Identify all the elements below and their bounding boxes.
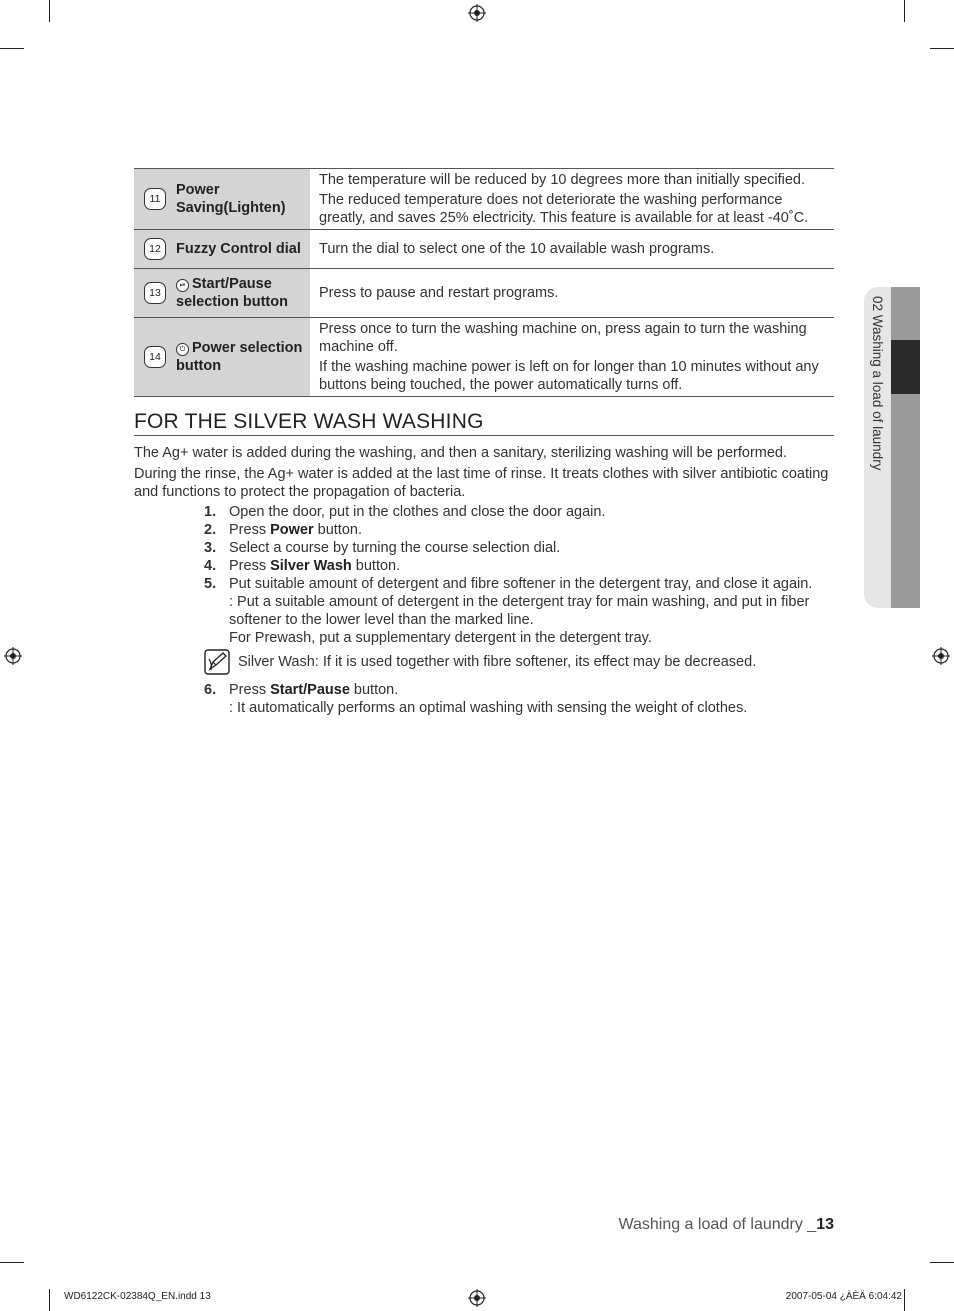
- step-number: 4.: [204, 558, 217, 574]
- note-box: [204, 649, 829, 675]
- step-text: [229, 521, 829, 539]
- step-item: [204, 681, 829, 717]
- description-text: If the washing machine power is left on for longer than 10 minutes without any buttons being touched, the power automatically turns off.: [319, 359, 819, 393]
- item-number-badge: 12: [144, 238, 166, 260]
- table-row: [134, 230, 834, 269]
- chapter-tab-indicator: [891, 340, 920, 394]
- table-row: [134, 269, 834, 318]
- steps-list: [204, 503, 829, 717]
- feature-label-cell: [134, 269, 310, 318]
- note-pencil-icon: [204, 649, 230, 675]
- print-slug-date: 2007-05-04 ¿ÀÈÄ 6:04:42: [785, 1291, 902, 1302]
- crop-mark: [904, 0, 905, 22]
- crop-mark: [930, 48, 954, 49]
- step-number: 1.: [204, 504, 217, 520]
- step-text: Select a course by turning the course selection dial.: [229, 540, 561, 556]
- step-text-part: button.: [351, 558, 401, 574]
- step-number: 6.: [204, 682, 217, 698]
- feature-label-text: Start/Pause selection button: [176, 276, 288, 310]
- step-number: 5.: [204, 576, 217, 592]
- description-text: The reduced temperature does not deteriorate the washing performance greatly, and saves 25% electricity. This feature is available for at least -40˚C.: [319, 192, 809, 226]
- intro-paragraph: During the rinse, the Ag+ water is added at the last time of rinse. It treats clothes with silver antibiotic coating and functions to protect the propagation of bacteria.: [134, 466, 829, 500]
- feature-label: Fuzzy Control dial: [176, 241, 301, 257]
- description-text: Turn the dial to select one of the 10 available wash programs.: [319, 241, 715, 257]
- step-text-part: Press: [229, 522, 271, 538]
- step-sub-text: : Put a suitable amount of detergent in the detergent tray for main washing, and put in fiber softener to the lower level than the marked line.: [229, 594, 810, 628]
- play-pause-icon: ⏯: [176, 279, 189, 292]
- feature-table: [134, 168, 834, 397]
- table-row: [134, 169, 834, 230]
- feature-description: [310, 230, 834, 269]
- description-text: Press once to turn the washing machine on, press again to turn the washing machine off.: [319, 321, 807, 355]
- crop-mark: [0, 48, 24, 49]
- feature-label-cell: [134, 230, 310, 269]
- step-sub-text: : It automatically performs an optimal washing with sensing the weight of clothes.: [229, 700, 748, 716]
- feature-label: Power Saving(Lighten): [176, 182, 286, 216]
- step-text: [229, 681, 829, 717]
- chapter-tab-label: 02 Washing a load of laundry: [870, 296, 885, 471]
- step-text: [229, 557, 829, 575]
- note-text: Silver Wash: If it is used together with fibre softener, its effect may be decreased.: [238, 654, 757, 670]
- step-number: 3.: [204, 540, 217, 556]
- step-text-part: Press: [229, 558, 271, 574]
- feature-label-cell: [134, 318, 310, 397]
- step-text: [229, 575, 829, 647]
- description-text: The temperature will be reduced by 10 degrees more than initially specified.: [319, 172, 806, 188]
- registration-mark-icon: [468, 1289, 486, 1307]
- power-icon: ⏻: [176, 343, 189, 356]
- registration-mark-icon: [468, 4, 486, 22]
- intro-paragraph: The Ag+ water is added during the washing, and then a sanitary, sterilizing washing will be performed.: [134, 445, 788, 461]
- step-item: [204, 503, 829, 521]
- description-text: Press to pause and restart programs.: [319, 285, 559, 301]
- item-number-badge: 11: [144, 188, 166, 210]
- step-item: [204, 557, 829, 575]
- step-text-part: button.: [313, 522, 362, 538]
- crop-mark: [0, 1262, 24, 1263]
- page-number: 13: [816, 1216, 834, 1233]
- crop-mark: [49, 0, 50, 22]
- table-row: [134, 318, 834, 397]
- step-text-part: button.: [349, 682, 399, 698]
- feature-label: [176, 275, 304, 311]
- crop-mark: [904, 1289, 905, 1311]
- step-main-text: [229, 681, 829, 699]
- step-text-part: Press: [229, 682, 271, 698]
- step-item: [204, 575, 829, 647]
- button-name: Start/Pause: [270, 682, 350, 698]
- feature-description: [310, 269, 834, 318]
- item-number-badge: 13: [144, 282, 166, 304]
- registration-mark-icon: [4, 647, 22, 665]
- registration-mark-icon: [932, 647, 950, 665]
- crop-mark: [49, 1289, 50, 1311]
- step-item: [204, 521, 829, 539]
- footer-label: Washing a load of laundry _: [618, 1216, 817, 1233]
- step-sub-text: For Prewash, put a supplementary detergent in the detergent tray.: [229, 630, 652, 646]
- step-text: Open the door, put in the clothes and close the door again.: [229, 504, 606, 520]
- item-number-badge: 14: [144, 346, 166, 368]
- step-main-text: Put suitable amount of detergent and fibre softener in the detergent tray, and close it again.: [229, 576, 813, 592]
- crop-mark: [930, 1262, 954, 1263]
- feature-label-text: Power selection button: [176, 340, 303, 374]
- step-number: 2.: [204, 522, 217, 538]
- section-title: FOR THE SILVER WASH WASHING: [134, 410, 834, 436]
- feature-label: [176, 339, 304, 375]
- feature-description: [310, 169, 834, 230]
- button-name: Power: [270, 522, 314, 538]
- step-item: [204, 539, 829, 557]
- print-slug-file: WD6122CK-02384Q_EN.indd 13: [64, 1291, 211, 1302]
- feature-label-cell: [134, 169, 310, 230]
- chapter-tab-bar: [891, 287, 920, 608]
- button-name: Silver Wash: [270, 558, 352, 574]
- feature-description: [310, 318, 834, 397]
- page-footer: [618, 1216, 834, 1234]
